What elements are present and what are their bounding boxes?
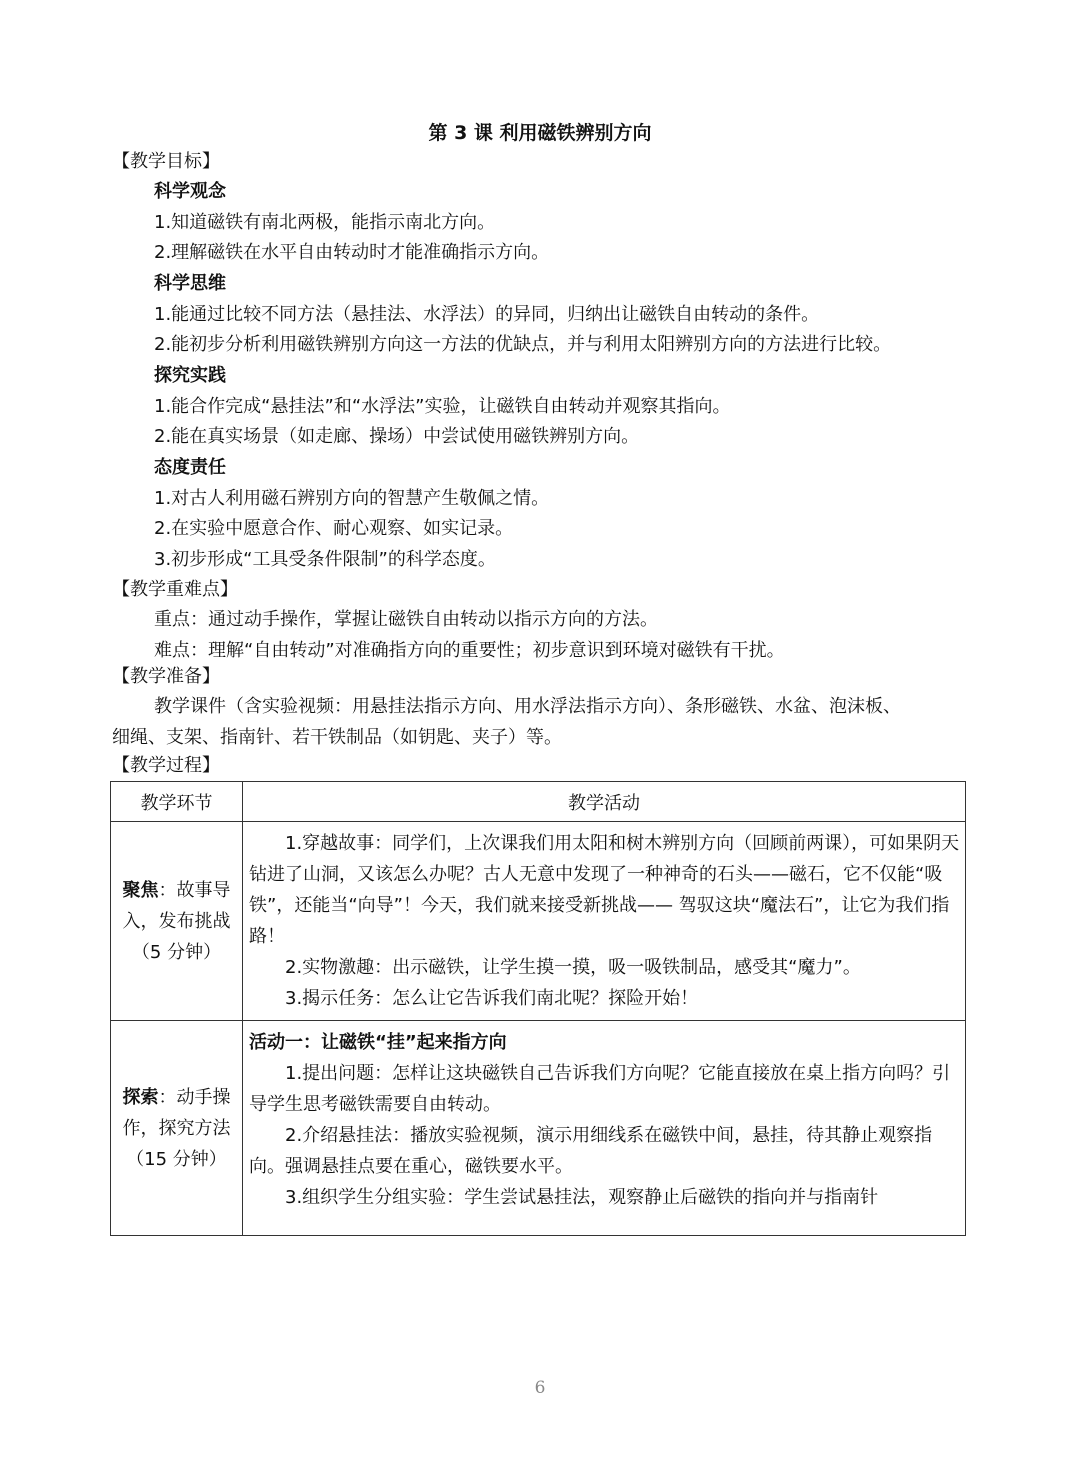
stage-description: ：动手操作，探究方法 [122,1086,231,1139]
difficult-point-item: 难点：理解“自由转动”对准确指方向的重要性；初步意识到环境对磁铁有干扰。 [154,640,785,661]
stage-cell [111,1021,243,1236]
stage-label: 探索 [122,1086,159,1108]
stage-duration: （5 分钟） [131,941,222,963]
table-row [111,1021,966,1236]
section-title-attitude: 态度责任 [154,457,226,478]
stage-duration: （15 分钟） [126,1148,227,1170]
activity-paragraph: 1.提出问题：怎样让这块磁铁自己告诉我们方向呢？它能直接放在桌上指方向吗？引导学生思考磁铁需要自由转动。 [249,1063,951,1115]
stage-description: ：故事导入，发布挑战 [122,879,231,932]
key-points-heading: 【教学重难点】 [112,579,238,600]
column-header-activity: 教学活动 [243,782,966,822]
table-row [111,822,966,1021]
activity-paragraph: 3.组织学生分组实验：学生尝试悬挂法，观察静止后磁铁的指向并与指南针 [285,1187,879,1208]
objective-item: 1.对古人利用磁石辨别方向的智慧产生敬佩之情。 [154,488,550,509]
activity-paragraph: 2.介绍悬挂法：播放实验视频，演示用细线系在磁铁中间，悬挂，待其静止观察指向。强调悬挂点要在重心，磁铁要水平。 [249,1125,933,1177]
section-title-science-concepts: 科学观念 [154,181,226,202]
activity-paragraph: 2.实物激趣：出示磁铁，让学生摸一摸，吸一吸铁制品，感受其“魔力”。 [285,957,861,978]
activity-paragraph: 3.揭示任务：怎么让它告诉我们南北呢？探险开始！ [285,988,699,1009]
table-header-row [111,782,966,822]
preparation-text-line: 细绳、支架、指南针、若干铁制品（如钥匙、夹子）等。 [112,727,562,748]
process-heading: 【教学过程】 [112,755,220,776]
stage-label: 聚焦 [122,879,159,901]
activity-paragraph: 1.穿越故事：同学们，上次课我们用太阳和树木辨别方向（回顾前两课），可如果阴天钻进了山洞，又该怎么办呢？古人无意中发现了一种神奇的石头——磁石，它不仅能“吸铁”，还能当“向导”！今天，我们就来接受新挑战—— 驾驭这块“魔法石”，让它为我们指路！ [249,833,960,947]
preparation-text-line: 教学课件（含实验视频：用悬挂法指示方向、用水浮法指示方向）、条形磁铁、水盆、泡沫板、 [154,696,901,717]
activity-title: 活动一：让磁铁“挂”起来指方向 [249,1032,507,1053]
objective-item: 1.能合作完成“悬挂法”和“水浮法”实验，让磁铁自由转动并观察其指向。 [154,396,731,417]
activity-cell [243,1021,966,1236]
activity-cell [243,822,966,1021]
preparation-heading: 【教学准备】 [112,666,220,687]
section-title-science-thinking: 科学思维 [154,273,226,294]
objective-item: 2.能在真实场景（如走廊、操场）中尝试使用磁铁辨别方向。 [154,426,640,447]
lesson-title: 第 3 课 利用磁铁辨别方向 [428,122,652,144]
objective-item: 3.初步形成“工具受条件限制”的科学态度。 [154,549,496,570]
objective-item: 1.能通过比较不同方法（悬挂法、水浮法）的异同，归纳出让磁铁自由转动的条件。 [154,304,820,325]
key-point-item: 重点：通过动手操作，掌握让磁铁自由转动以指示方向的方法。 [154,609,658,630]
objectives-heading: 【教学目标】 [112,151,220,172]
stage-cell [111,822,243,1021]
column-header-stage: 教学环节 [111,782,243,822]
objective-item: 2.能初步分析利用磁铁辨别方向这一方法的优缺点，并与利用太阳辨别方向的方法进行比较。 [154,334,892,355]
objective-item: 2.理解磁铁在水平自由转动时才能准确指示方向。 [154,242,550,263]
page-number: 6 [534,1378,546,1398]
objective-item: 1.知道磁铁有南北两极，能指示南北方向。 [154,212,496,233]
process-table [110,781,966,1236]
section-title-inquiry-practice: 探究实践 [154,365,226,386]
objective-item: 2.在实验中愿意合作、耐心观察、如实记录。 [154,518,514,539]
